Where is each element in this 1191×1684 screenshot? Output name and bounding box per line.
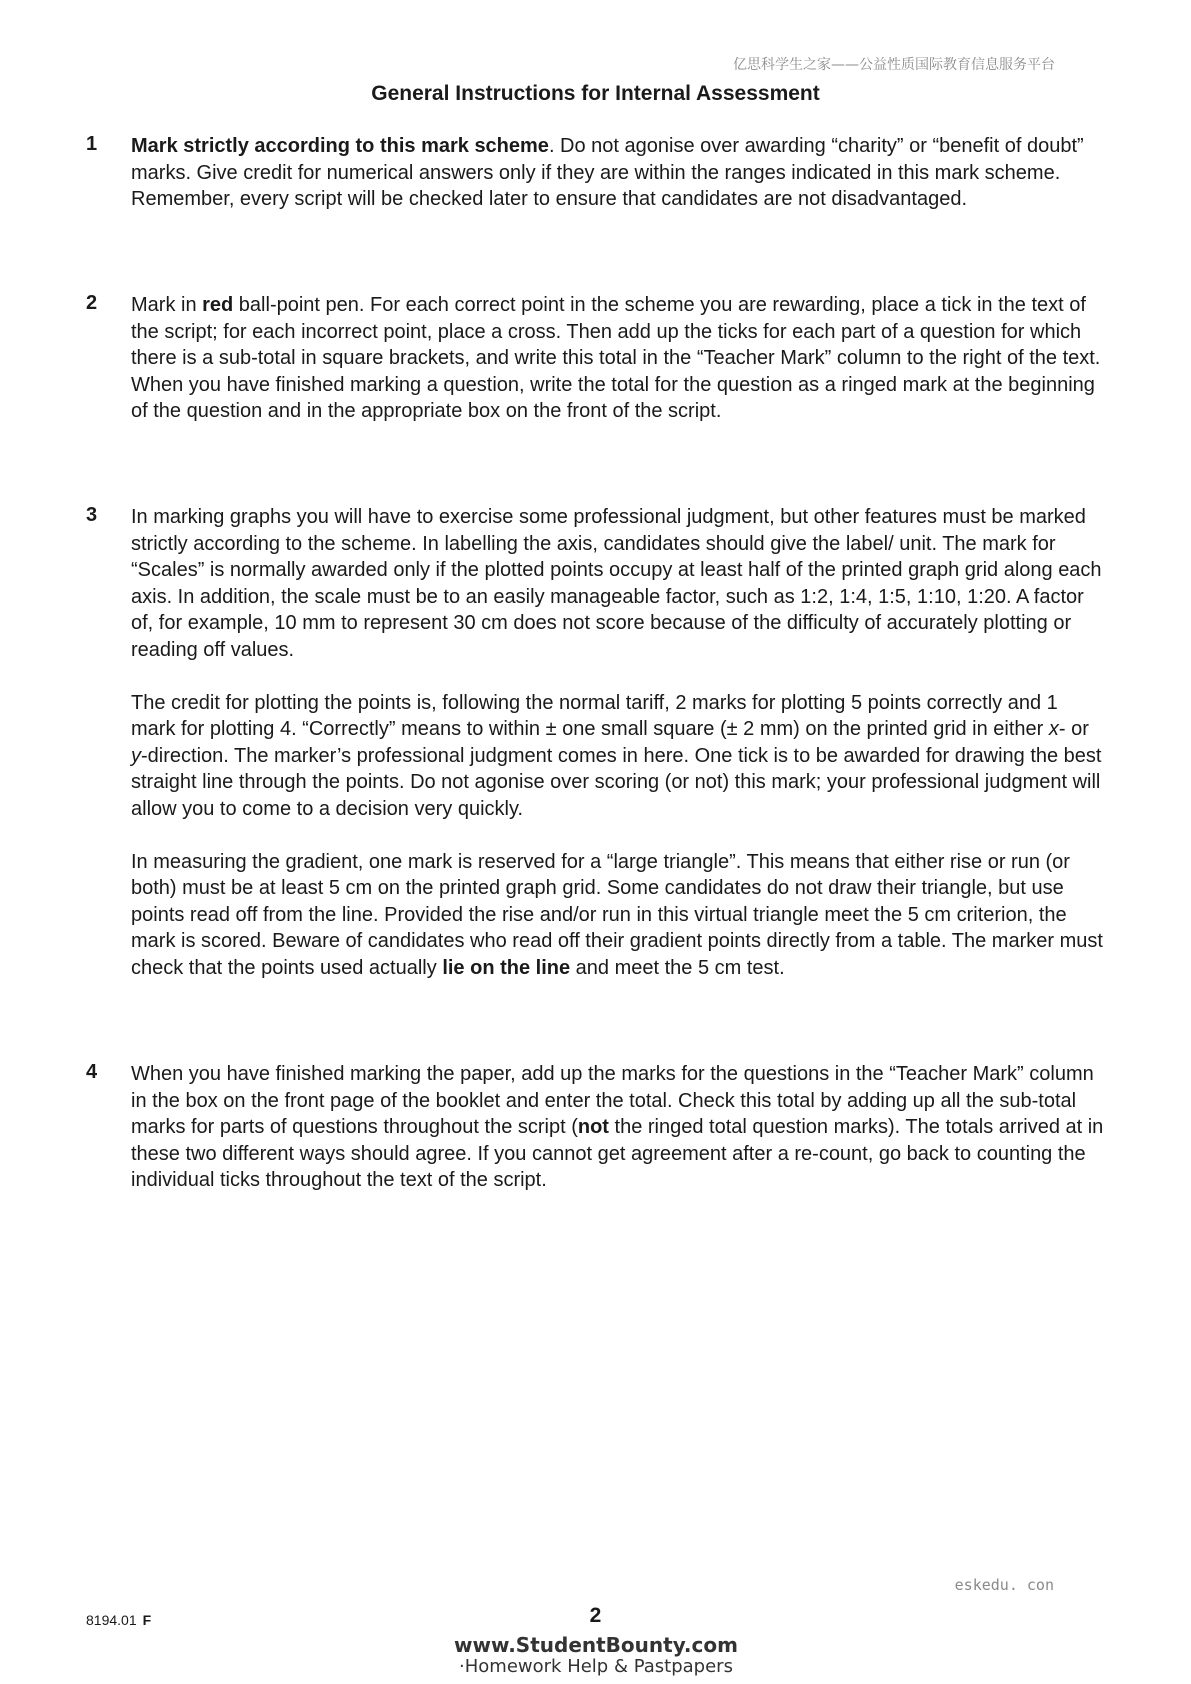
instruction-paragraph: In marking graphs you will have to exercise some professional judgment, but other features must be marked strictly according to the scheme. In labelling the axis, candidates should give the label/ unit. The mark for “Scales” is normally awarded only if the plotted points occupy at least half of the printed graph grid along each axis. In addition, the scale must be to an easily manageable factor, such as 1:2, 1:4, 1:5, 1:10, 1:20. A factor of, for example, 10 mm to represent 30 cm does not score because of the difficulty of accurately plotting or reading off values. <box>131 506 1102 661</box>
instruction-number: 3 <box>86 504 98 526</box>
footer-watermark: eskedu. con <box>954 1576 1054 1594</box>
instruction-number: 4 <box>86 1061 98 1083</box>
bold-lead: Mark strictly according to this mark scheme <box>131 135 549 157</box>
instruction-4 <box>86 1061 1106 1194</box>
instruction-3 <box>86 504 1106 982</box>
page-title: General Instructions for Internal Assessment <box>371 82 820 105</box>
instruction-1 <box>86 133 1106 213</box>
logo-tagline: ·Homework Help & Pastpapers <box>459 1656 733 1677</box>
footer-logo <box>446 1634 746 1678</box>
bold-emphasis: lie on the line <box>442 956 571 979</box>
header-watermark: 亿思科学生之家——公益性质国际教育信息服务平台 <box>733 57 1055 73</box>
instruction-number: 2 <box>86 292 98 314</box>
bold-emphasis: red <box>202 294 234 316</box>
instruction-number: 1 <box>86 133 98 155</box>
instruction-paragraph: Mark in red ball-point pen. For each correct point in the scheme you are rewarding, place a tick in the text of the script; for each incorrect point, place a cross. Then add up the ticks for each part of a question for which there is a sub-total in square brackets, and write this total in the “Teacher Mark” column to the right of the text. When you have finished marking a question, write the total for the question as a ringed mark at the beginning of the question and in the appropriate box on the front of the script. <box>131 294 1101 423</box>
x-variable: x <box>1048 718 1059 741</box>
instruction-paragraph: When you have finished marking the paper, add up the marks for the questions in the “Teacher Mark” column in the box on the front page of the booklet and enter the total. Check this total by adding up all the sub-total marks for parts of questions throughout the script (not the ringed total question marks). The totals arrived at in these two different ways should agree. If you cannot get agreement after a re-count, go back to counting the individual ticks throughout the text of the script. <box>131 1063 1104 1192</box>
y-variable: y <box>131 744 141 767</box>
instruction-paragraph: The credit for plotting the points is, following the normal tariff, 2 marks for plotting 5 points correctly and 1 mark for plotting 4. “Correctly” means to within ± one small square (± 2 mm) on the printed grid in either x- or y-direction. The marker’s professional judgment comes in here. One tick is to be awarded for drawing the best straight line through the points. Do not agonise over scoring (or not) this mark; your professional judgment will allow you to come to a decision very quickly. <box>131 691 1102 820</box>
instruction-paragraph: Mark strictly according to this mark scheme. Do not agonise over awarding “charity” or “benefit of doubt” marks. Give credit for numerical answers only if they are within the ranges indicated in this mark scheme. Remember, every script will be checked later to ensure that candidates are not disadvantaged. <box>131 135 1084 211</box>
page-number: 2 <box>589 1604 602 1627</box>
instruction-2 <box>86 292 1106 425</box>
logo-url: www.StudentBounty.com <box>454 1633 738 1657</box>
document-code: 8194.01 F <box>86 1612 152 1628</box>
instruction-paragraph: In measuring the gradient, one mark is reserved for a “large triangle”. This means that either rise or run (or both) must be at least 5 cm on the printed graph grid. Some candidates do not draw their triangle, but use points read off from the line. Provided the rise and/or run in this virtual triangle meet the 5 cm criterion, the mark is scored. Beware of candidates who read off their gradient points directly from a table. The marker must check that the points used actually lie on the line and meet the 5 cm test. <box>131 850 1103 979</box>
bold-emphasis: not <box>577 1116 609 1139</box>
